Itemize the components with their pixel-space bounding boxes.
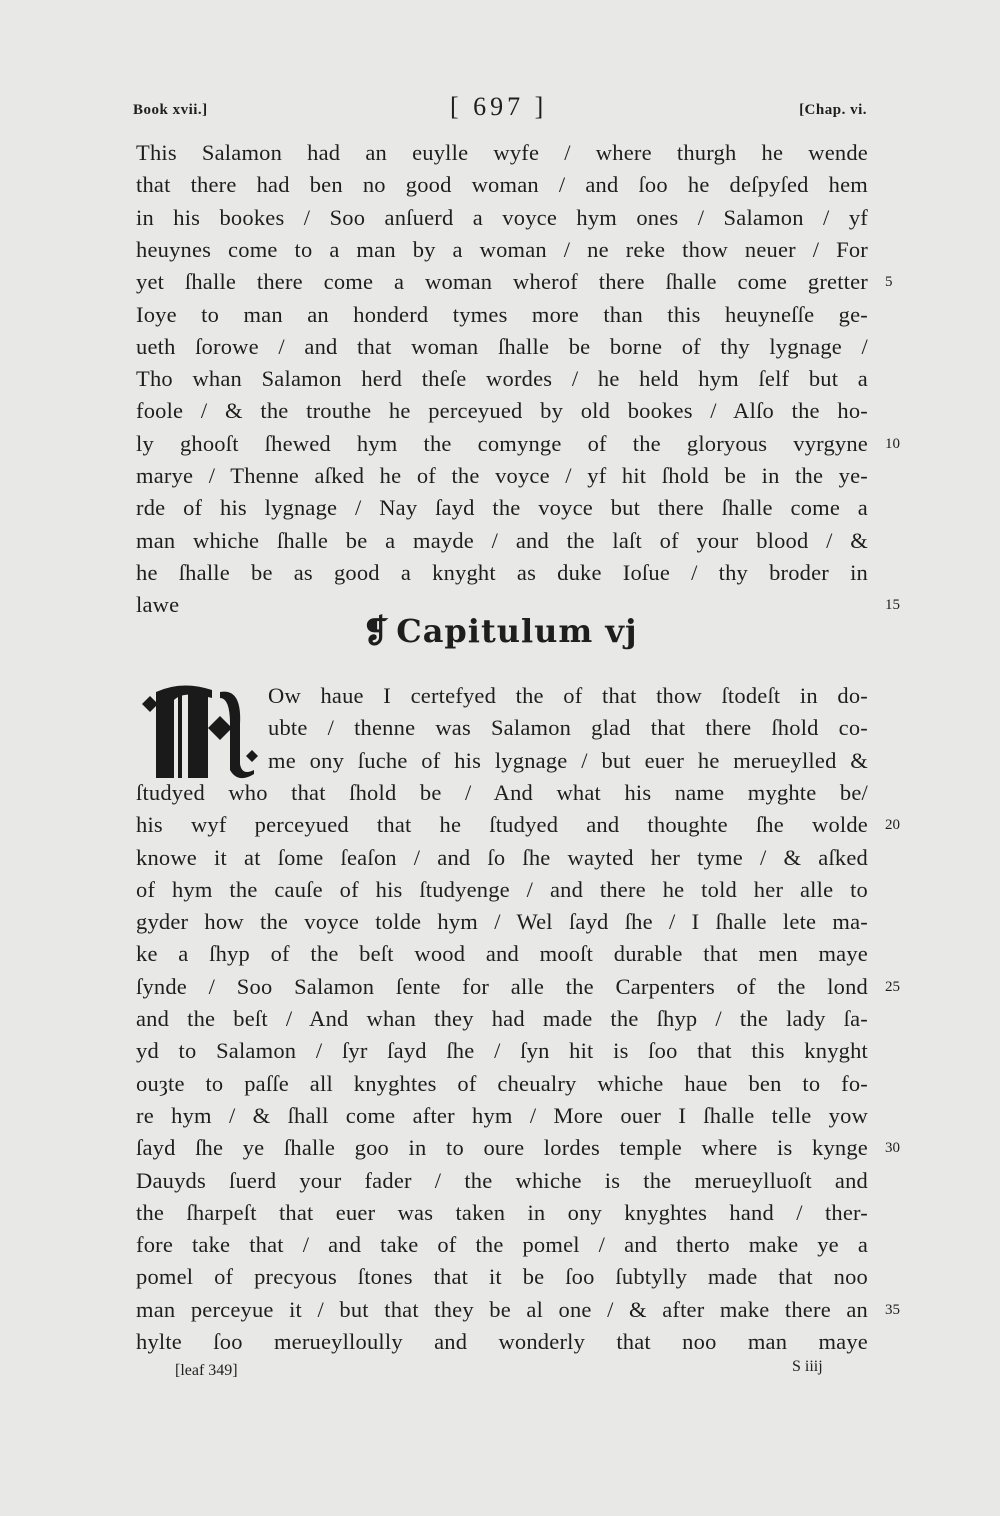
- line-number: 15: [885, 597, 900, 614]
- decorated-initial-letter: [142, 684, 260, 780]
- text-line: ke a ſhyp of the beſt wood and mooſt durable that men maye: [136, 941, 868, 967]
- text-line: marye / Thenne aſked he of the voyce / yf hit ſhold be in the ye-: [136, 463, 868, 488]
- running-header: [0, 92, 1000, 132]
- text-line: his wyf perceyued that he ſtudyed and thoughte ſhe wolde: [136, 812, 868, 838]
- chapter-heading: [0, 612, 1000, 650]
- text-line: gyder how the voyce tolde hym / Wel ſayd ſhe / I ſhalle lete ma-: [136, 909, 868, 935]
- paragraph-mark: ❡: [362, 612, 391, 650]
- initial-n-glyph: [142, 684, 260, 780]
- book-label: Book xvii.]: [133, 102, 208, 118]
- text-line: ueth ſorowe / and that woman ſhalle be borne of thy lygnage /: [136, 333, 868, 359]
- text-line: ſynde / Soo Salamon ſente for alle the Carpenters of the lond: [136, 973, 868, 999]
- text-line: rde of his lygnage / Nay ſayd the voyce but there ſhalle come a: [136, 495, 868, 521]
- line-number: 30: [885, 1140, 900, 1157]
- text-line: ubte / thenne was Salamon glad that there ſhold co-: [268, 715, 868, 741]
- text-line: hylte ſoo merueylloully and wonderly that noo man maye: [136, 1329, 868, 1354]
- text-line: ouȝte to paſſe all knyghtes of cheualry whiche haue ben to fo-: [136, 1070, 868, 1096]
- text-line: me ony ſuche of his lygnage / but euer he merueylled &: [268, 747, 868, 773]
- text-line: pomel of precyous ſtones that it be ſoo ſubtylly made that noo: [136, 1264, 868, 1290]
- text-line: ly ghooſt ſhewed hym the comynge of the gloryous vyrgyne: [136, 430, 868, 456]
- line-number: 5: [885, 274, 893, 291]
- text-line: knowe it at ſome ſeaſon / and ſo ſhe wayted her tyme / & aſked: [136, 844, 868, 870]
- chapter-title: Capitulum vj: [396, 612, 638, 650]
- text-line: man whiche ſhalle be a mayde / and the laſt of your blood / &: [136, 527, 868, 553]
- text-line: Dauyds ſuerd your fader / the whiche is the merueylluoſt and: [136, 1167, 868, 1193]
- page-number: [ 697 ]: [450, 92, 548, 121]
- text-line: man perceyue it / but that they be al one / & after make there an: [136, 1296, 868, 1322]
- line-number: 25: [885, 978, 900, 995]
- line-number: 10: [885, 435, 900, 452]
- leaf-reference: [leaf 349]: [175, 1362, 238, 1379]
- text-line: and the beſt / And whan they had made the ſhyp / the lady ſa-: [136, 1006, 868, 1031]
- text-line: lawe: [136, 592, 180, 618]
- text-line: Tho whan Salamon herd theſe wordes / he held hym ſelf but a: [136, 366, 868, 392]
- text-line: the ſharpeſt that euer was taken in ony knyghtes hand / ther-: [136, 1199, 868, 1225]
- line-number: 20: [885, 817, 900, 834]
- text-line: ſayd ſhe ye ſhalle goo in to oure lordes temple where is kynge: [136, 1135, 868, 1161]
- text-line: re hym / & ſhall come after hym / More ouer I ſhalle telle yow: [136, 1102, 868, 1128]
- text-line: heuynes come to a man by a woman / ne reke thow neuer / For: [136, 236, 868, 262]
- text-line: This Salamon had an euylle wyfe / where thurgh he wende: [136, 140, 868, 165]
- line-number: 35: [885, 1301, 900, 1318]
- signature-mark: S iiij: [792, 1358, 823, 1375]
- text-line: yet ſhalle there come a woman wherof there ſhalle come gretter: [136, 269, 868, 295]
- text-line: he ſhalle be as good a knyght as duke Ioſue / thy broder in: [136, 559, 868, 585]
- text-line: Ow haue I certefyed the of that thow ſtodeſt in do-: [268, 683, 868, 708]
- text-line: in his bookes / Soo anſuerd a voyce hym ones / Salamon / yf: [136, 204, 868, 230]
- text-line: ſtudyed who that ſhold be / And what his name myghte be/: [136, 779, 868, 805]
- text-line: fore take that / and take of the pomel / and therto make ye a: [136, 1232, 868, 1258]
- text-line: Ioye to man an honderd tymes more than this heuyneſſe ge-: [136, 301, 868, 327]
- text-line: that there had ben no good woman / and ſoo he deſpyſed hem: [136, 172, 868, 198]
- text-line: yd to Salamon / ſyr ſayd ſhe / ſyn hit is ſoo that this knyght: [136, 1038, 868, 1064]
- text-line: foole / & the trouthe he perceyued by old bookes / Alſo the ho-: [136, 398, 868, 424]
- text-line: of hym the cauſe of his ſtudyenge / and there he told her alle to: [136, 876, 868, 902]
- chapter-label: [Chap. vi.: [799, 102, 867, 118]
